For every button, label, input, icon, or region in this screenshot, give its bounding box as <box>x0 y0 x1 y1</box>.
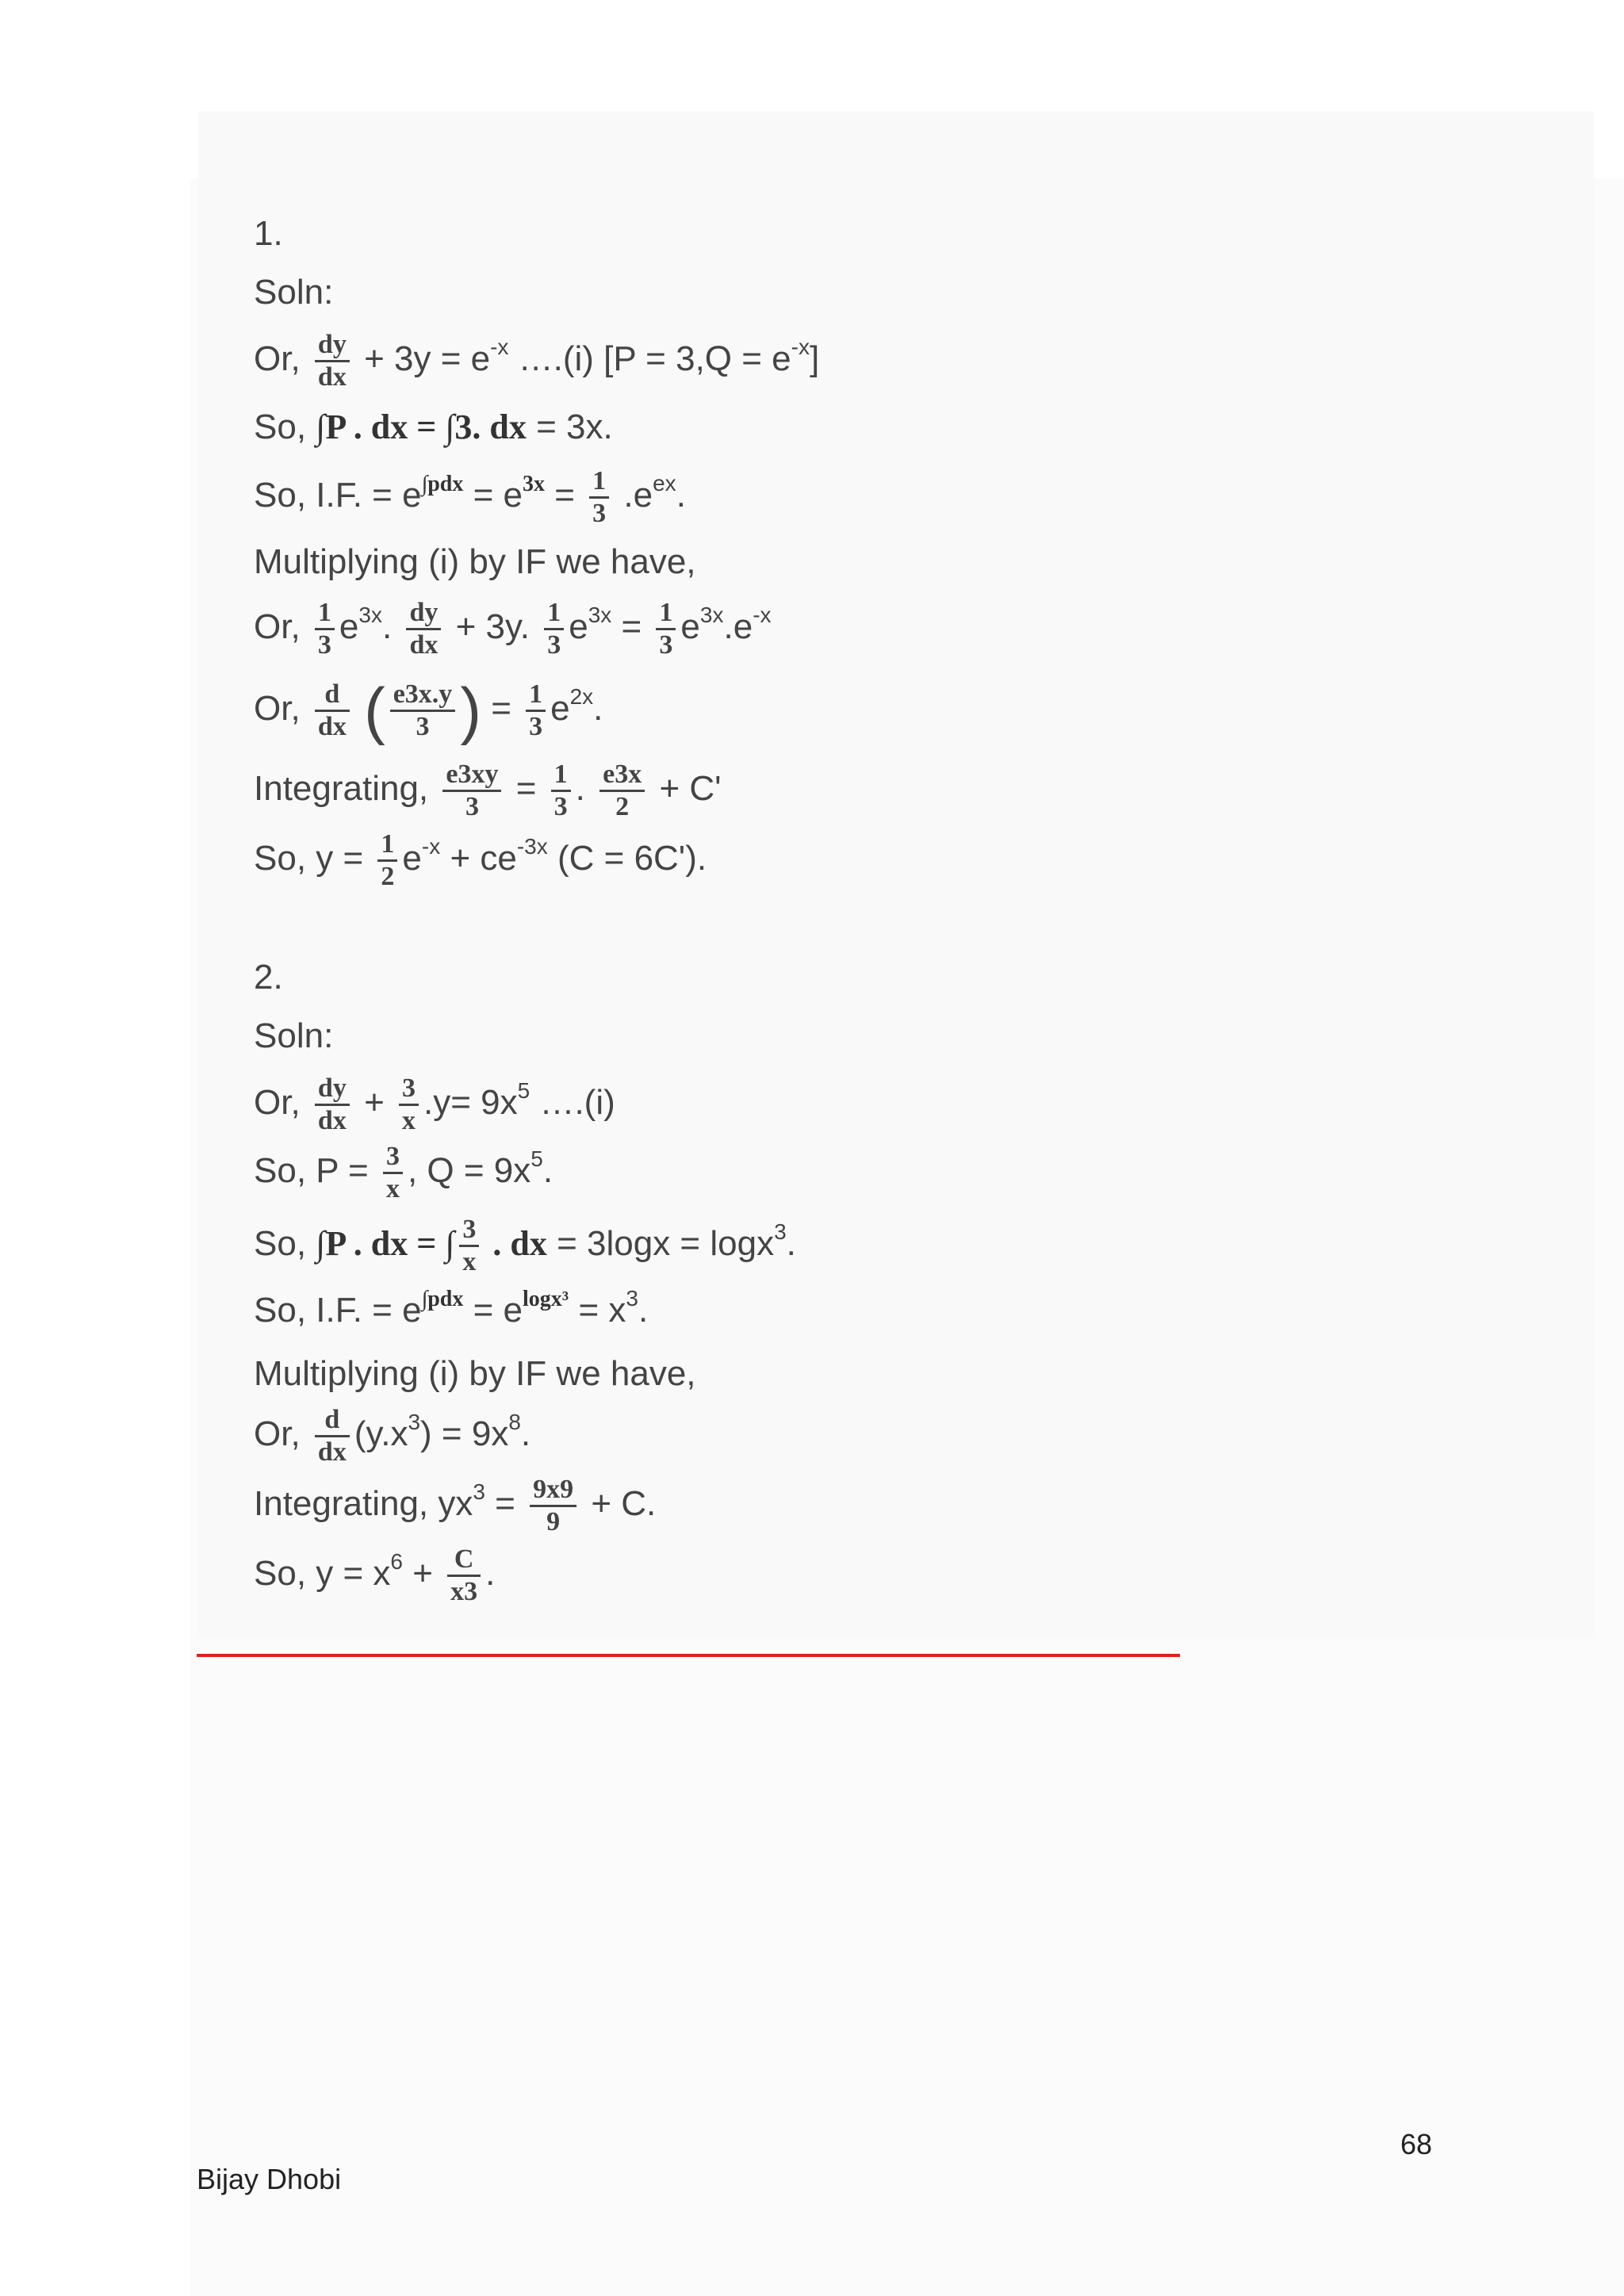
p1-line-3: So, I.F. = $e^{\int pdx} = e^{3x}$ = $\frac{1}{3}$ $.e^{ex}$. <box>254 465 686 528</box>
author-name: Bijay Dhobi <box>197 2163 342 2195</box>
p2-line-6: Or, $\frac{d}{dx}$ $(y.x^3) = 9x^8$. <box>254 1404 531 1467</box>
p1-line-2: So, ∫P . dx = ∫3. dx = 3x. <box>254 408 613 446</box>
problem-1-soln: Soln: <box>254 273 334 312</box>
p2-line-7: Integrating, $yx^3$ = $\frac{9x9}{9}$ + C. <box>254 1474 657 1536</box>
page-number: 68 <box>1400 2128 1433 2160</box>
problem-2-soln: Soln: <box>254 1016 334 1055</box>
p2-line-8: So, $y = x^6$ + $\frac{C}{x3}$ . <box>254 1544 496 1606</box>
p1-line-7: Integrating, $\frac{e3xy}{3}$ = $\frac{1}{3}$ . $\frac{e3x}{2}$ + C' <box>254 759 722 821</box>
p2-line-3: So, ∫P . dx = ∫ $\frac{3}{x}$ . dx = 3logx = logx$^3$. <box>254 1214 796 1276</box>
p1-line-4: Multiplying (i) by IF we have, <box>254 542 696 581</box>
p2-line-5: Multiplying (i) by IF we have, <box>254 1354 696 1393</box>
problem-2-number: 2. <box>254 958 283 997</box>
problem-1-number: 1. <box>254 214 283 253</box>
p1-line-5: Or, $\frac{1}{3}$ $e^{3x}$. $\frac{dy}{dx}$ + 3y. $\frac{1}{3}$ $e^{3x}$ = $\frac{1}{3}$ $e^{3x}.e^{-x}$ <box>254 597 772 660</box>
p1-line-8: So, y = $\frac{1}{2}$ $e^{-x} + ce^{-3x}$ (C = 6C'). <box>254 828 707 891</box>
p2-line-4: So, I.F. = $e^{\int pdx} = e^{logx^3} = x^3$. <box>254 1286 649 1330</box>
red-divider-line <box>197 1654 1180 1657</box>
p1-line-1: Or, $\frac{dy}{dx}$ + $3y = e^{-x}$ ….(i) $[P = 3,Q = e^{-x}]$ <box>254 329 820 392</box>
p1-line-6: Or, $\frac{d}{dx}$ ( $\frac{e3x.y}{3}$ ) = $\frac{1}{3}$ $e^{2x}$. <box>254 675 603 746</box>
p2-line-1: Or, $\frac{dy}{dx}$ + $\frac{3}{x}$ $.y= 9x^5$ ….(i) <box>254 1073 615 1135</box>
p2-line-2: So, P = $\frac{3}{x}$ , $Q = 9x^5$. <box>254 1141 553 1203</box>
